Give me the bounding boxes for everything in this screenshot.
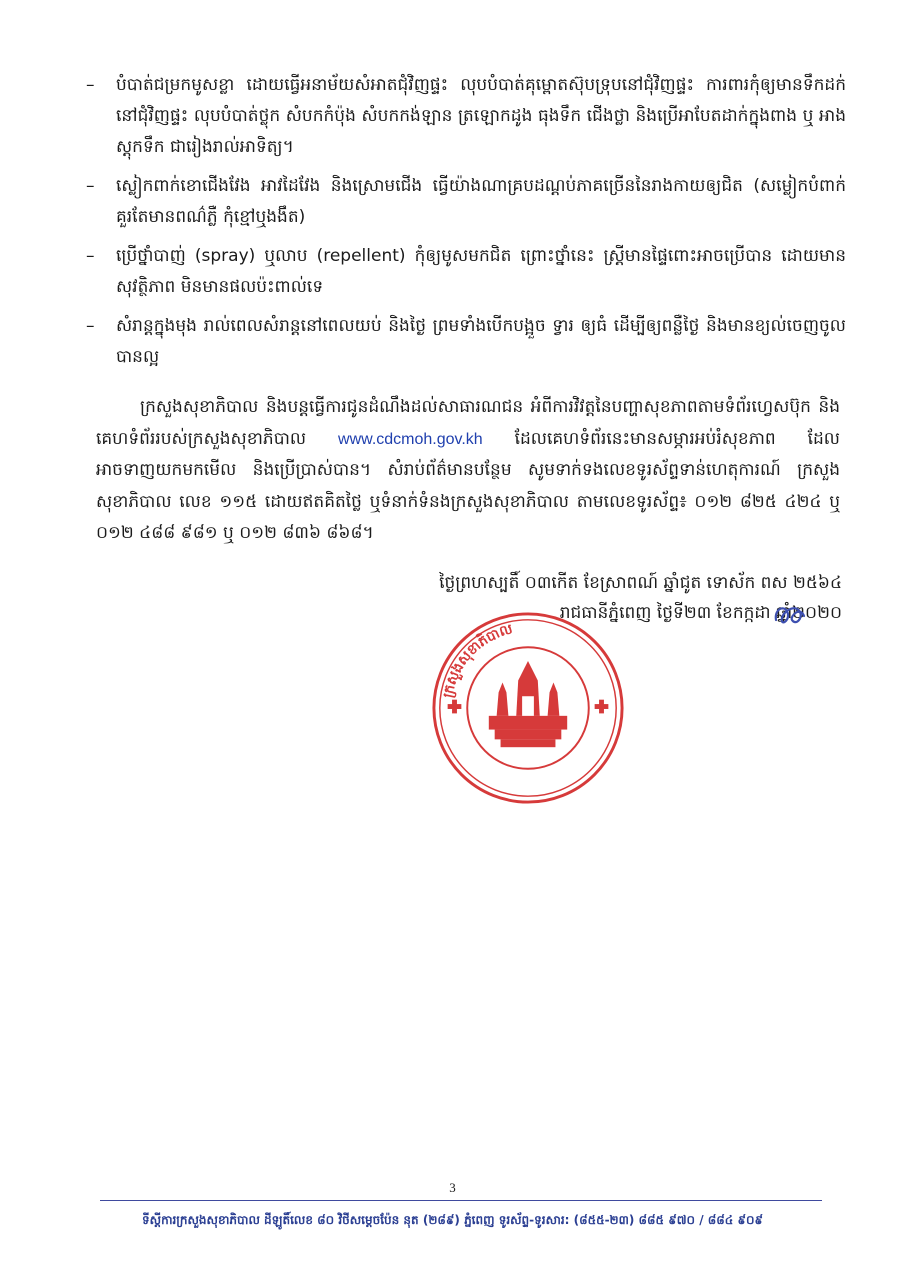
list-item-text: សំរាន្តក្នុងមុង រាល់ពេលសំរាន្តនៅពេលយប់ និងថ្ងៃ ព្រមទាំងបើកបង្អួច ទ្វារ ឲ្យធំ ដើម្បីឲ្យពន្លឺថ្ងៃ និងមានខ្យល់ចេញចូលបានល្អ [116, 316, 846, 367]
lunar-date: ថ្ងៃព្រហស្បតិ៍ ០៣កើត ខែស្រាពណ៍ ឆ្នាំជូត ទោស័ក ពស ២៥៦៤ [439, 573, 842, 593]
prevention-list [86, 70, 846, 381]
footer-divider [100, 1200, 822, 1201]
list-item-text: បំបាត់ជម្រកមូសខ្លា ដោយធ្វើអនាម័យសំអាតជុំវិញផ្ទះ លុបបំបាត់គុម្ពោតស៊ុបទ្រុបនៅជុំវិញផ្ទះ ការពារកុំឲ្យមានទឹកដក់នៅជុំវិញផ្ទះ លុបបំបាត់ថ្លុក សំបកកំប៉ុង សំបកកង់ឡាន ត្រឡោកដូង ធុងទឹក ជើងថ្លា និងប្រើអាបែតដាក់ក្នុងពាង ឬ អាងស្តុកទឹក ជារៀងរាល់អាទិត្យ។ [116, 75, 846, 157]
seal-text: ក្រសួងសុខាភិបាល [440, 621, 515, 700]
signature-mark [770, 598, 810, 634]
list-item-text: ប្រើថ្នាំបាញ់ (spray) ឬលាប (repellent) កុំឲ្យមូសមកជិត ព្រោះថ្នាំនេះ ស្ត្រីមានផ្ទៃពោះអាចប្រើបាន ដោយមានសុវត្ថិភាព មិនមានផលប៉ះពាល់ទេ [116, 246, 846, 297]
list-item [86, 171, 846, 233]
ministry-seal [430, 610, 626, 806]
solar-date: រាជធានីភ្នំពេញ ថ្ងៃទី២៣ ខែកក្កដា ឆ្នាំ២០២០ [559, 603, 842, 623]
list-item [86, 70, 846, 163]
bullet-dash: – [86, 176, 95, 196]
list-item [86, 311, 846, 373]
notice-text-after-link: ដែលគេហទំព័រនេះមានសម្ភារអប់រំសុខភាព ដែលអាចទាញយកមកមើល និងប្រើប្រាស់បាន។ សំរាប់ព័ត៌មានបន្ថែម សូមទាក់ទងលេខទូរស័ព្ទទាន់ហេតុការណ៍ ក្រសួងសុខាភិបាល លេខ ១១៥ ដោយឥតគិតថ្លៃ ឬទំនាក់ទំនងក្រសួងសុខាភិបាល តាមលេខទូរស័ព្ទ៖ ០១២ ៨២៥ ៤២៤ ឬ ០១២ ៤៨៨ ៩៨១ ឬ ០១២ ៨៣៦ ៨៦៨។ [96, 428, 840, 543]
bullet-dash: – [86, 246, 95, 266]
bullet-dash: – [86, 75, 95, 95]
notice-text-before-link: ក្រសួងសុខាភិបាល និងបន្តធ្វើការជូនដំណឹងដល់សាធារណជន អំពីការវិវត្តនៃបញ្ហាសុខភាពតាមទំព័រហ្វេសប៊ុក និងគេហទំព័ររបស់ក្រសួងសុខាភិបាល [96, 397, 840, 449]
website-link[interactable]: www.cdcmoh.gov.kh [338, 430, 483, 448]
notice-paragraph [96, 392, 840, 550]
seal-emblem-icon [489, 661, 567, 747]
bullet-dash: – [86, 316, 95, 336]
list-item-text: ស្លៀកពាក់ខោជើងវែង អាវដៃវែង និងស្រោមជើង ធ្វើយ៉ាងណាគ្របដណ្តប់ភាគច្រើននៃរាងកាយឲ្យជិត (សម្លៀកបំពាក់គួរតែមានពណ៌ភ្លឺ កុំខ្មៅឬងងឹត) [116, 176, 846, 227]
list-item [86, 241, 846, 303]
page-number: 3 [449, 1180, 456, 1195]
footer-address: ទីស្តីការក្រសួងសុខាភិបាល ដីឡូតិ៍លេខ ៨០ វិថីសម្តេចប៉ែន នុត (២៨៩) ភ្នំពេញ ទូរស័ព្ទ-ទូរសារ: (៨៥៥-២៣) ៨៨៥ ៩៧០ / ៨៨៤ ៩០៩ [142, 1213, 763, 1227]
